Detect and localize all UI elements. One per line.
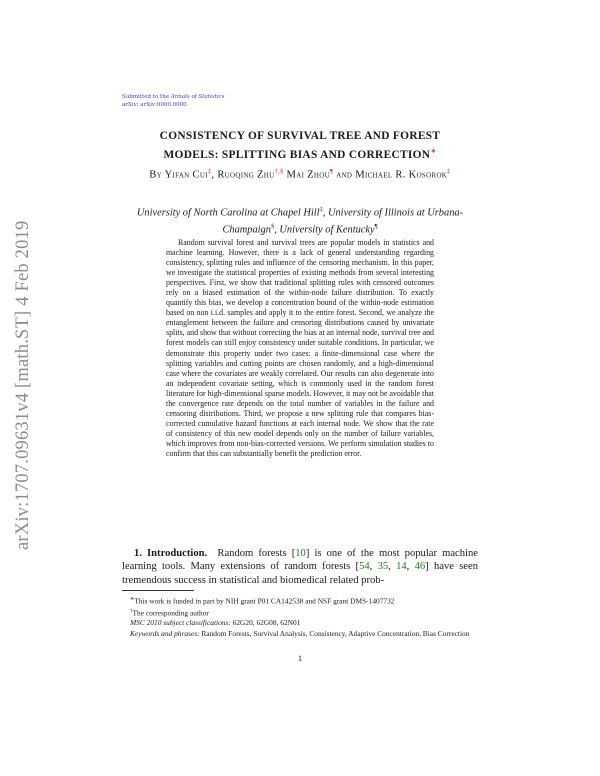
footnote-funding: ∗This work is funded in part by NIH grant P01 CA142538 and NSF grant DMS-1407732 — [130, 596, 395, 606]
author-name: Ruoqing Zhu — [217, 169, 275, 181]
msc-classification: MSC 2010 subject classifications: 62G20, 62G08, 62N01 — [130, 618, 301, 628]
citation-link[interactable]: 35 — [377, 561, 389, 573]
paper-title: CONSISTENCY OF SURVIVAL TREE AND FOREST MODELS: SPLITTING BIAS AND CORRECTION∗ — [159, 130, 441, 161]
journal-header — [122, 94, 224, 109]
arxiv-line[interactable]: arXiv: arXiv:0000.0000 — [122, 101, 187, 108]
citation-link[interactable]: 54 — [359, 561, 370, 573]
abstract-text: Random survival forest and survival trees are popular models in statistics and machine learning. However, there is a lack of general understanding regarding consistency, splitting rules and influence of the censoring mechanism. In this paper, we investigate the statistical properties of existing methods from several interesting perspectives. First, we show that traditional splitting rules with censored outcomes rely on a biased estimation of the within-node failure distribution. To exactly quantify this bias, we develop a concentration bound of the within-node estimation based on non i.i.d. samples and apply it to the entire forest. Second, we analyze the entanglement between the failure and censoring distributions caused by univariate splits, and show that without correcting the bias at an internal node, survival tree and forest models can still enjoy consistency under suitable conditions. In particular, we demonstrate this property under two cases: a finite-dimensional case where the splitting variables and cutting points are chosen randomly, and a high-dimensional case where the covariates are weakly correlated. Our results can also degenerate into an independent covariate setting, which is commonly used in the random forest literature for high-dimensional sparse models. However, it may not be avoidable that the convergence rate depends on the total number of variables in the failure and censoring distributions. Third, we propose a new splitting rule that compares bias-corrected cumulative hazard functions at each internal node. We show that the rate of consistency of this new model depends only on the number of failure variables, which improves from non-bias-corrected versions. We perform simulation studies to confirm that this can substantially benefit the prediction error. — [166, 238, 434, 458]
arxiv-side-identifier: arXiv:1707.09631v4 [math.ST] 4 Feb 2019 — [13, 220, 33, 550]
footnotes — [122, 595, 478, 639]
title-footnote-mark[interactable]: ∗ — [430, 146, 437, 155]
author-name: Mai Zhou — [286, 169, 330, 181]
citation-link[interactable]: 14 — [396, 561, 407, 573]
abstract — [166, 238, 434, 459]
author-name: Yifan Cui — [164, 169, 208, 181]
section-heading: 1. Introduction. — [134, 548, 208, 559]
page-number: 1 — [297, 653, 303, 663]
journal-link[interactable]: Annals of Statistics — [170, 94, 225, 100]
footnote-divider — [122, 590, 194, 591]
author-name: Michael R. Kosorok — [355, 169, 448, 181]
citation-link[interactable]: 10 — [295, 548, 306, 559]
author-list: By Yifan Cui‡, Ruoqing Zhu†,§ Mai Zhou¶ and Michael R. Kosorok‡ — [149, 168, 451, 181]
submitted-line: Submitted to the Annals of Statistics — [122, 94, 225, 100]
introduction-section: 1. Introduction. Random forests [10] is one of the most popular machine learning tools. Many extensions of random forests [54, 35, 14, 46] have seen tremendous success in statistical and biomedical related prob- — [122, 548, 479, 586]
citation-link[interactable]: 46 — [414, 561, 426, 573]
affiliations: University of North Carolina at Chapel Hill‡, University of Illinois at Urbana-Champaign§, University of Kentucky¶ — [136, 206, 464, 236]
footnote-corresponding: †The corresponding author — [130, 608, 209, 618]
keywords: Keywords and phrases: Random Forests, Survival Analysis, Consistency, Adaptive Concentration, Bias Correction — [130, 628, 470, 638]
